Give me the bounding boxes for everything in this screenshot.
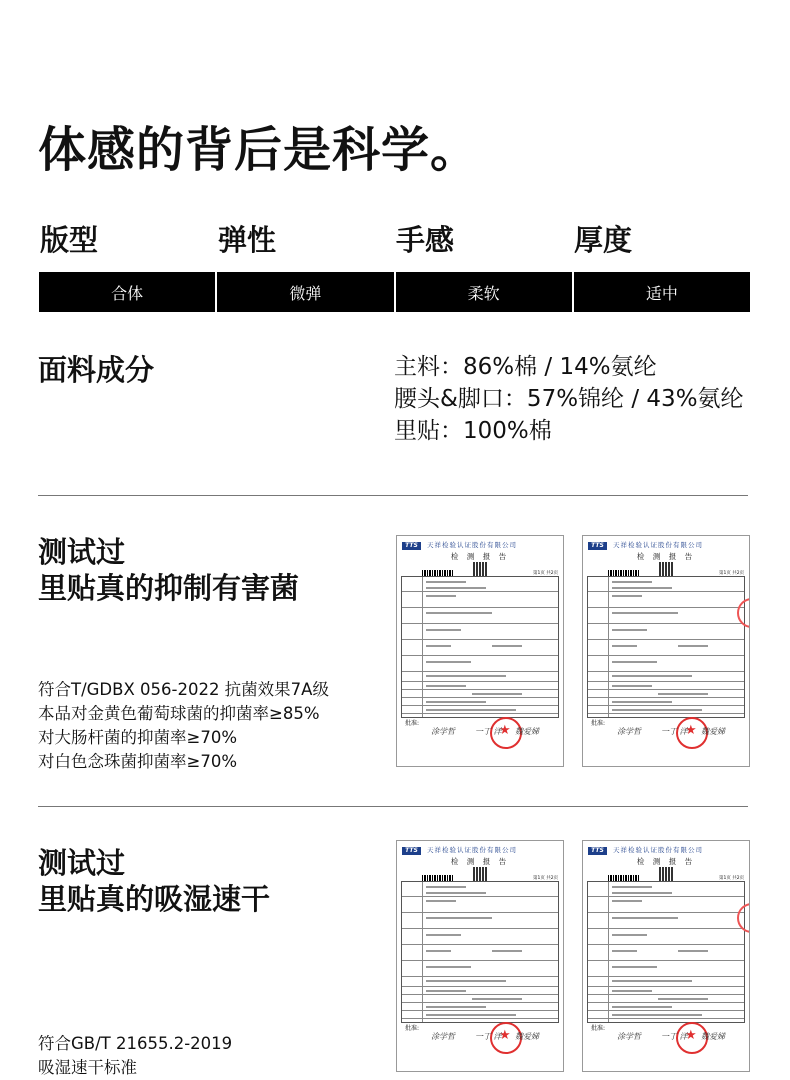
report-table xyxy=(587,881,745,1023)
moisture-heading-line1: 测试过 xyxy=(38,846,126,880)
qr-code-icon xyxy=(473,867,487,881)
report-signature: 魏爱娣 xyxy=(515,1032,539,1041)
report-signature: 一丁 洋 xyxy=(661,1032,688,1041)
antibacterial-note: 对白色念珠菌抑菌率≥70% xyxy=(38,752,237,771)
moisture-notes xyxy=(38,1032,232,1080)
moisture-heading-line2: 里贴真的吸湿速干 xyxy=(38,882,271,916)
report-table xyxy=(401,576,559,718)
report-company: 天祥检验认证股份有限公司 xyxy=(427,846,517,854)
spec-label-thickness: 厚度 xyxy=(574,223,633,257)
spec-label-fit: 版型 xyxy=(40,223,99,257)
test-report-image[interactable] xyxy=(396,535,564,767)
spec-label-elasticity: 弹性 xyxy=(218,223,277,257)
report-footer: 批准: xyxy=(405,1025,420,1032)
test-report-image[interactable] xyxy=(582,840,750,1072)
antibacterial-note: 符合T/GDBX 056-2022 抗菌效果7A级 xyxy=(38,680,329,699)
spec-value-fit: 合体 xyxy=(39,272,215,312)
divider xyxy=(38,495,748,496)
qr-code-icon xyxy=(659,562,673,576)
report-table xyxy=(401,881,559,1023)
report-signature: 涂学哲 xyxy=(617,727,641,736)
report-page: 第1页 共2页 xyxy=(533,571,559,576)
moisture-note: 符合GB/T 21655.2-2019 xyxy=(38,1034,233,1053)
report-table xyxy=(587,576,745,718)
antibacterial-heading-line2: 里贴真的抑制有害菌 xyxy=(38,571,300,605)
page-title: 体感的背后是科学。 xyxy=(38,122,480,178)
report-signature: 涂学哲 xyxy=(431,727,455,736)
report-company: 天祥检验认证股份有限公司 xyxy=(613,541,703,549)
report-logo: TTS xyxy=(588,847,607,855)
report-logo: TTS xyxy=(402,847,421,855)
report-page: 第1页 共2页 xyxy=(533,876,559,881)
report-page: 第1页 共2页 xyxy=(719,876,745,881)
antibacterial-note: 对大肠杆菌的抑菌率≥70% xyxy=(38,728,237,747)
antibacterial-notes xyxy=(38,678,329,774)
report-footer: 批准: xyxy=(405,720,420,727)
antibacterial-note: 本品对金黄色葡萄球菌的抑菌率≥85% xyxy=(38,704,320,723)
report-company: 天祥检验认证股份有限公司 xyxy=(427,541,517,549)
report-title: 检 测 报 告 xyxy=(450,552,510,561)
spec-value-elasticity: 微弹 xyxy=(217,272,393,312)
fabric-heading: 面料成分 xyxy=(38,353,155,387)
report-company: 天祥检验认证股份有限公司 xyxy=(613,846,703,854)
report-logo: TTS xyxy=(588,542,607,550)
report-title: 检 测 报 告 xyxy=(636,552,696,561)
test-report-image[interactable] xyxy=(582,535,750,767)
report-signature: 魏爱娣 xyxy=(515,727,539,736)
report-signature: 魏爱娣 xyxy=(701,1032,725,1041)
fabric-composition xyxy=(394,351,744,447)
qr-code-icon xyxy=(659,867,673,881)
divider xyxy=(38,806,748,807)
report-title: 检 测 报 告 xyxy=(450,857,510,866)
antibacterial-heading-line1: 测试过 xyxy=(38,535,126,569)
moisture-note: 吸湿速干标准 xyxy=(38,1058,137,1077)
report-signature: 一丁 洋 xyxy=(475,727,502,736)
report-footer: 批准: xyxy=(591,1025,606,1032)
report-logo: TTS xyxy=(402,542,421,550)
report-signature: 一丁 洋 xyxy=(661,727,688,736)
spec-label-feel: 手感 xyxy=(396,223,455,257)
report-signature: 魏爱娣 xyxy=(701,727,725,736)
fabric-line-main: 主料：86%棉 / 14%氨纶 xyxy=(394,354,657,380)
report-signature: 涂学哲 xyxy=(431,1032,455,1041)
test-report-image[interactable] xyxy=(396,840,564,1072)
report-page: 第1页 共2页 xyxy=(719,571,745,576)
spec-value-bar xyxy=(39,272,750,312)
fabric-line-waistband: 腰头&脚口：57%锦纶 / 43%氨纶 xyxy=(394,386,744,412)
report-signature: 涂学哲 xyxy=(617,1032,641,1041)
report-signature: 一丁 洋 xyxy=(475,1032,502,1041)
spec-value-thickness: 适中 xyxy=(574,272,750,312)
report-footer: 批准: xyxy=(591,720,606,727)
spec-value-feel: 柔软 xyxy=(396,272,572,312)
qr-code-icon xyxy=(473,562,487,576)
fabric-line-lining: 里贴：100%棉 xyxy=(394,418,552,444)
report-title: 检 测 报 告 xyxy=(636,857,696,866)
